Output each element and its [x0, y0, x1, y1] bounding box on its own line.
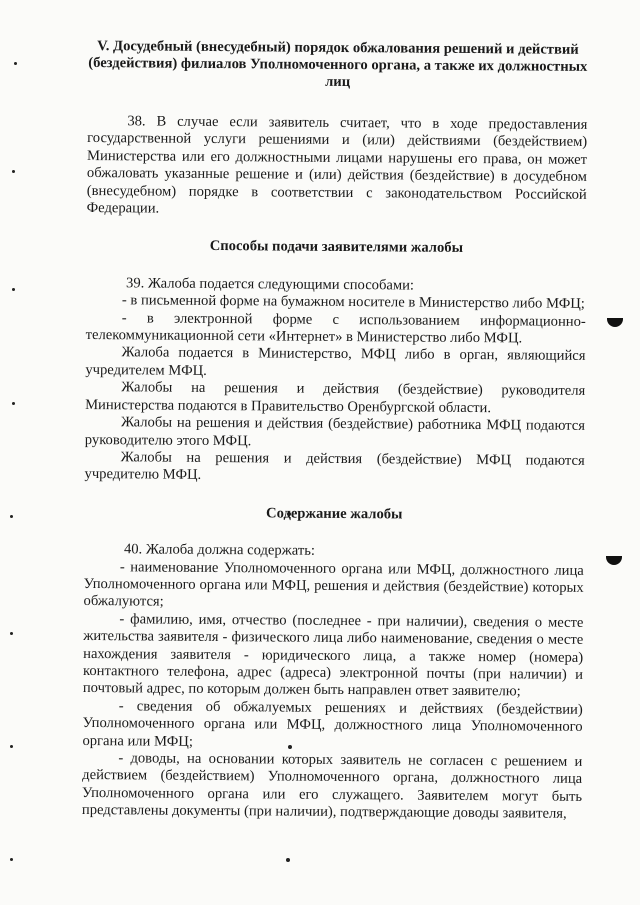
punch-hole-mark	[606, 556, 622, 565]
punch-hole-mark	[607, 318, 623, 327]
paragraph: Жалоба подается в Министерство, МФЦ либо в орган, являющийся учредителем МФЦ.	[85, 344, 586, 379]
document-body	[82, 38, 588, 824]
paragraph-40: 40. Жалоба должна содержать:	[123, 541, 316, 559]
paragraph-39: 39. Жалоба подается следующими способами:	[126, 275, 415, 294]
paragraph: Жалобы на решения и действия (бездействие) руководителя Министерства подаются в Правительство Оренбургской области.	[85, 379, 586, 416]
section-title: V. Досудебный (внесудебный) порядок обжалования решений и действий (бездействия) филиалов Уполномоченного органа, а также их должностных лиц	[88, 38, 588, 91]
paragraph-38: 38. В случае если заявитель считает, что в ходе предоставления государственной услуги решениями и (или) действиями (бездействием) Министерства или его должностными лицами нарушены его права, он может обжаловать указанные решение и (или) действия (бездействие) в досудебном (внесудебном) порядке в соответствии с законодательством Российской Федерации.	[86, 113, 588, 217]
scan-speck	[12, 402, 15, 405]
list-item: - сведения об обжалуемых решениях и действиях (бездействии) Уполномоченного органа или МФЦ, должностного лица Уполномоченного органа или МФЦ;	[82, 698, 583, 750]
scan-speck	[10, 745, 13, 748]
list-item: - наименование Уполномоченного органа или МФЦ, должностного лица Уполномоченного органа или МФЦ, решения и действия (бездействие) которых обжалуются;	[83, 558, 584, 610]
scan-speck	[10, 632, 13, 635]
list-item: - доводы, на основании которых заявитель не согласен с решением и действием (бездействием) Уполномоченного органа, должностного лица Уполномоченного органа или его служащего. Заявителем могут быть представлены документы (при наличии), подтверждающие доводы заявителя,	[81, 750, 583, 823]
list-item: - фамилию, имя, отчество (последнее - при наличии), сведения о месте жительства заявителя - физического лица либо наименование, сведения о месте нахождения заявителя - юридического лица, а также номер (номера) контактного телефона, адрес (адреса) электронной почты (при наличии) и почтовый адрес, по которым должен быть направлен ответ заявителю;	[82, 611, 584, 700]
scan-speck	[10, 515, 13, 518]
list-item: - в электронной форме с использованием информационно-телекоммуникационной сети «Интернет» в Министерство либо МФЦ.	[85, 309, 586, 347]
scan-speck	[286, 858, 290, 862]
paragraph: Жалобы на решения и действия (бездействие) работника МФЦ подаются руководителю этого МФЦ.	[84, 414, 586, 449]
subsection-title-methods: Способы подачи заявителями жалобы	[209, 238, 464, 257]
scan-speck	[14, 62, 17, 65]
scan-speck	[12, 170, 15, 173]
paragraph: Жалобы на решения и действия (бездействие) МФЦ подаются учредителю МФЦ.	[84, 449, 585, 484]
scan-speck	[12, 288, 15, 291]
list-item: - в письменной форме на бумажном носителе в Министерство либо МФЦ;	[121, 292, 585, 313]
scan-speck	[10, 858, 13, 861]
subsection-title-content: Содержание жалобы	[266, 505, 403, 523]
